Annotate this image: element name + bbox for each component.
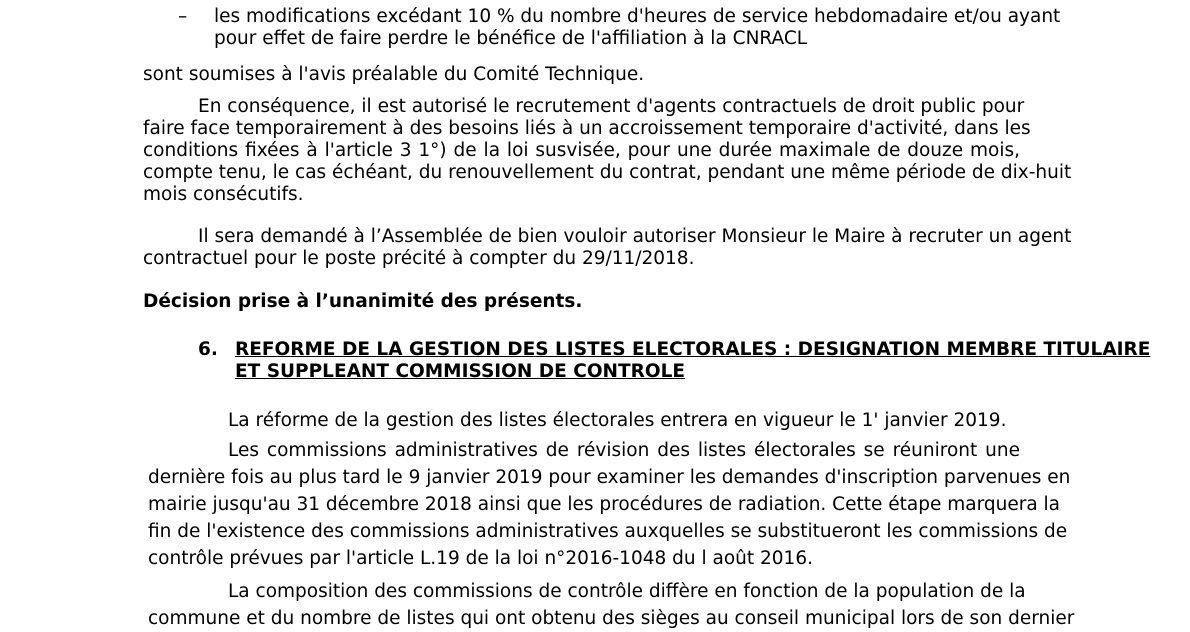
section-title-line: ET SUPPLEANT COMMISSION DE CONTROLE: [235, 361, 686, 382]
paragraph-commissions: [148, 437, 1071, 572]
paragraph-line: mois consécutifs.: [143, 184, 304, 205]
reform-intro-line: La réforme de la gestion des listes électorales entrera en vigueur le 1' janvier 2019.: [228, 410, 1007, 431]
paragraph-line: dernière fois au plus tard le 9 janvier 2019 pour examiner les demandes d'inscription parvenues en: [148, 467, 1071, 488]
bullet-dash: –: [178, 6, 188, 27]
section-title-line: REFORME DE LA GESTION DES LISTES ELECTORALES : DESIGNATION MEMBRE TITULAIRE: [235, 339, 1151, 360]
bullet-continuation: [143, 64, 644, 86]
decision-statement: [143, 291, 582, 313]
bullet-item-text: [214, 6, 1061, 50]
paragraph-line: mairie jusqu'au 31 décembre 2018 ainsi que les procédures de radiation. Cette étape marquera la: [148, 494, 1061, 515]
paragraph-line: compte tenu, le cas échéant, du renouvellement du contrat, pendant une même période de dix-huit: [143, 162, 1072, 183]
bullet-line: pour effet de faire perdre le bénéfice de l'affiliation à la CNRACL: [214, 28, 808, 49]
reform-intro: [228, 410, 1006, 432]
paragraph-line: contractuel pour le poste précité à compter du 29/11/2018.: [143, 248, 695, 269]
paragraph-line: faire face temporairement à des besoins liés à un accroissement temporaire d'activité, dans les: [143, 118, 1031, 139]
paragraph-line: Il sera demandé à l’Assemblée de bien vouloir autoriser Monsieur le Maire à recruter un agent: [198, 226, 1072, 247]
paragraph-line: En conséquence, il est autorisé le recrutement d'agents contractuels de droit public pour: [198, 96, 1025, 117]
paragraph-line: Les commissions administratives de révision des listes électorales se réuniront une: [228, 440, 1020, 461]
paragraph-request: [143, 226, 1072, 270]
bullet-line: les modifications excédant 10 % du nombre d'heures de service hebdomadaire et/ou ayant: [214, 6, 1061, 27]
section-number: 6.: [198, 339, 218, 360]
paragraph-line: fin de l'existence des commissions administratives auxquelles se substitueront les commissions de: [148, 521, 1068, 542]
paragraph-line: commune et du nombre de listes qui ont obtenu des sièges au conseil municipal lors de son dernier: [148, 608, 1075, 629]
paragraph-line: conditions fixées à l'article 3 1°) de la loi susvisée, pour une durée maximale de douze mois,: [143, 140, 1020, 161]
paragraph-consequence: [143, 96, 1072, 206]
decision-line: Décision prise à l’unanimité des présents.: [143, 291, 583, 312]
section-title: [235, 339, 1151, 383]
paragraph-composition: [148, 578, 1075, 632]
paragraph-line: contrôle prévues par l'article L.19 de la loi n°2016-1048 du l août 2016.: [148, 548, 813, 569]
paragraph-line: La composition des commissions de contrôle diffère en fonction de la population de la: [228, 581, 1026, 602]
continuation-line: sont soumises à l'avis préalable du Comité Technique.: [143, 64, 645, 85]
